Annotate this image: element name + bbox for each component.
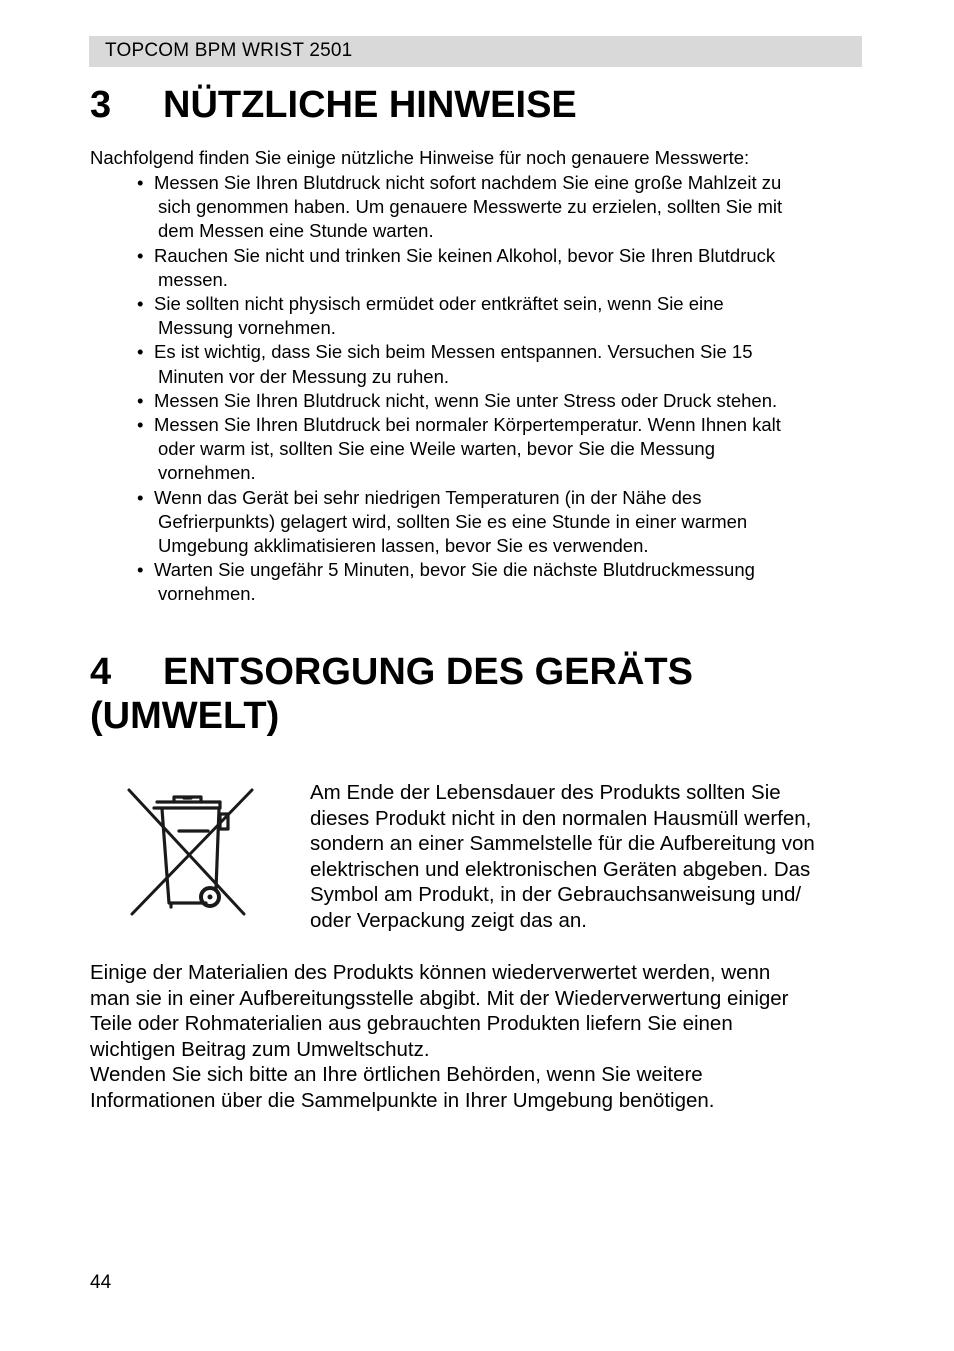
bullet-icon: • — [137, 389, 144, 411]
tip-item — [137, 558, 877, 606]
tip-text: Messen Sie Ihren Blutdruck nicht sofort nachdem Sie eine große Mahlzeit zu sich genommen haben. Um genauere Messwerte zu erzielen, sollten Sie mit dem Messen eine Stunde warten. — [154, 172, 783, 242]
tip-text: Messen Sie Ihren Blutdruck bei normaler Körpertemperatur. Wenn Ihnen kalt oder warm ist, sollten Sie eine Weile warten, bevor Sie die Messung vornehmen. — [154, 414, 781, 484]
bullet-icon: • — [137, 559, 144, 581]
section-4-number: 4 — [90, 651, 112, 693]
tip-item — [137, 171, 877, 244]
tip-text: Sie sollten nicht physisch ermüdet oder entkräftet sein, wenn Sie eine Messung vornehmen. — [154, 293, 724, 339]
tip-item — [137, 292, 877, 340]
tip-text: Messen Sie Ihren Blutdruck nicht, wenn Sie unter Stress oder Druck stehen. — [154, 389, 778, 411]
section-4-title-line1: ENTSORGUNG DES GERÄTS — [163, 651, 693, 693]
tips-list — [137, 171, 877, 607]
tip-text: Warten Sie ungefähr 5 Minuten, bevor Sie die nächste Blutdruckmessung vornehmen. — [154, 559, 755, 605]
section-4-title-line2: (UMWELT) — [90, 695, 280, 737]
tip-item — [137, 486, 877, 559]
tip-item — [137, 340, 877, 388]
bullet-icon: • — [137, 486, 144, 508]
bullet-icon: • — [137, 172, 144, 193]
crossed-out-wheelie-bin-icon — [124, 787, 254, 917]
tip-item — [137, 389, 877, 413]
tip-item — [137, 413, 877, 486]
page-number: 44 — [90, 1272, 112, 1293]
running-header-text: TOPCOM BPM WRIST 2501 — [105, 40, 353, 61]
local-authority-paragraph: Wenden Sie sich bitte an Ihre örtlichen Behörden, wenn Sie weitere Informationen über die Sammelpunkte in Ihrer Umgebung benötigen. — [90, 1063, 715, 1112]
running-header — [89, 36, 862, 67]
bullet-icon: • — [137, 244, 144, 266]
recycling-paragraph: Einige der Materialien des Produkts können wiederverwertet werden, wenn man sie in einer Aufbereitungsstelle abgibt. Mit der Wiederverwertung einiger Teile oder Rohmaterialien aus gebrauchten Produkten liefern Sie einen wichtigen Beitrag zum Umweltschutz. — [90, 961, 789, 1061]
section-4-heading — [90, 650, 693, 738]
tip-text: Wenn das Gerät bei sehr niedrigen Temperaturen (in der Nähe des Gefrierpunkts) gelagert wird, sollten Sie es eine Stunde in einer warmen Umgebung akklimatisieren lassen, bevor Sie es verwenden. — [154, 486, 748, 557]
tip-item — [137, 244, 877, 292]
section-3-heading — [90, 83, 577, 127]
bullet-icon: • — [137, 293, 144, 315]
section-3-number: 3 — [90, 84, 112, 126]
bullet-icon: • — [137, 341, 144, 363]
tip-text: Rauchen Sie nicht und trinken Sie keinen Alkohol, bevor Sie Ihren Blutdruck messen. — [154, 244, 776, 290]
section-3-title: NÜTZLICHE HINWEISE — [163, 84, 577, 126]
section-3-intro: Nachfolgend finden Sie einige nützliche Hinweise für noch genauere Messwerte: — [90, 147, 750, 168]
tip-text: Es ist wichtig, dass Sie sich beim Messen entspannen. Versuchen Sie 15 Minuten vor der Messung zu ruhen. — [154, 341, 753, 387]
disposal-symbol-description: Am Ende der Lebensdauer des Produkts sollten Sie dieses Produkt nicht in den normalen Hausmüll werfen, sondern an einer Sammelstelle für die Aufbereitung von elektrischen und elektronischen Geräten abgeben. Das Symbol am Produkt, in der Gebrauchsanweisung und/ oder Verpackung zeigt das an. — [310, 781, 815, 932]
bullet-icon: • — [137, 414, 144, 436]
